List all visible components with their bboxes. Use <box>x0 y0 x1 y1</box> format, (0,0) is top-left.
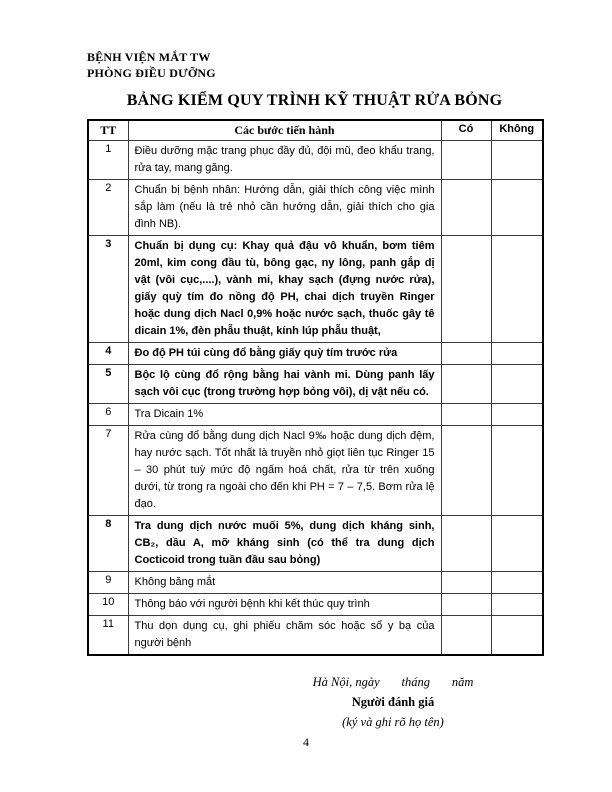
row-number: 10 <box>88 594 128 616</box>
signature-block <box>268 672 518 732</box>
step-text: Chuẩn bị bệnh nhân: Hướng dẫn, giải thích công việc mình sắp làm (nếu là trẻ nhỏ cần hướng dẫn, giải thích cho gia đình NB). <box>128 180 441 236</box>
page-content <box>87 49 542 732</box>
no-checkbox-cell[interactable] <box>491 404 543 426</box>
row-number: 4 <box>88 343 128 365</box>
row-number: 11 <box>88 616 128 656</box>
column-header-yes: Có <box>441 120 491 141</box>
yes-checkbox-cell[interactable] <box>441 594 491 616</box>
row-number: 3 <box>88 236 128 343</box>
no-checkbox-cell[interactable] <box>491 516 543 572</box>
table-row <box>88 141 543 180</box>
table-row <box>88 343 543 365</box>
table-header-row <box>88 120 543 141</box>
yes-checkbox-cell[interactable] <box>441 365 491 404</box>
table-row <box>88 236 543 343</box>
step-text: Thông báo với người bệnh khi kết thúc quy trình <box>128 594 441 616</box>
table-row <box>88 516 543 572</box>
row-number: 2 <box>88 180 128 236</box>
step-text: Rửa cùng đổ bằng dung dịch Nacl 9‰ hoặc dung dịch đệm, hay nước sạch. Tốt nhất là truyền nhỏ giọt liên tục Ringer 15 – 30 phút tuỳ mức độ ngấm hoá chất, rửa từ trên xuống dưới, từ trong ra ngoài cho đến khi PH = 7 – 7,5. Bơm rửa lệ đạo. <box>128 426 441 516</box>
page-number: 4 <box>303 735 309 749</box>
table-row <box>88 572 543 594</box>
table-row <box>88 180 543 236</box>
no-checkbox-cell[interactable] <box>491 365 543 404</box>
step-text: Không băng mắt <box>128 572 441 594</box>
table-row <box>88 365 543 404</box>
row-number: 8 <box>88 516 128 572</box>
no-checkbox-cell[interactable] <box>491 572 543 594</box>
row-number: 7 <box>88 426 128 516</box>
yes-checkbox-cell[interactable] <box>441 141 491 180</box>
sign-instruction: (ký và ghi rõ họ tên) <box>342 715 444 729</box>
table-row <box>88 404 543 426</box>
step-text: Đo độ PH túi cùng đổ bằng giấy quỳ tím trước rửa <box>128 343 441 365</box>
table-row <box>88 426 543 516</box>
no-checkbox-cell[interactable] <box>491 426 543 516</box>
row-number: 1 <box>88 141 128 180</box>
organization-header <box>87 49 542 81</box>
step-text: Tra dung dịch nước muối 5%, dung dịch kháng sinh, CB₂, dầu A, mỡ kháng sinh (có thể tra dung dịch Cocticoid trong tuần đầu sau bỏng) <box>128 516 441 572</box>
checklist-table <box>87 119 544 656</box>
step-text: Bộc lộ cùng đổ rộng bằng hai vành mi. Dùng panh lấy sạch vôi cục (trong trường hợp bỏng vôi), dị vật nếu có. <box>128 365 441 404</box>
column-header-no: Không <box>491 120 543 141</box>
yes-checkbox-cell[interactable] <box>441 236 491 343</box>
step-text: Thu dọn dụng cụ, ghi phiếu chăm sóc hoặc sổ y bạ của người bệnh <box>128 616 441 656</box>
yes-checkbox-cell[interactable] <box>441 426 491 516</box>
step-text: Tra Dicain 1% <box>128 404 441 426</box>
org-name: BỆNH VIỆN MẮT TW <box>87 50 211 64</box>
no-checkbox-cell[interactable] <box>491 343 543 365</box>
no-checkbox-cell[interactable] <box>491 616 543 656</box>
row-number: 9 <box>88 572 128 594</box>
table-row <box>88 594 543 616</box>
no-checkbox-cell[interactable] <box>491 236 543 343</box>
yes-checkbox-cell[interactable] <box>441 616 491 656</box>
yes-checkbox-cell[interactable] <box>441 404 491 426</box>
assessor-title: Người đánh giá <box>351 695 435 709</box>
yes-checkbox-cell[interactable] <box>441 343 491 365</box>
yes-checkbox-cell[interactable] <box>441 572 491 594</box>
yes-checkbox-cell[interactable] <box>441 516 491 572</box>
column-header-tt: TT <box>88 120 128 141</box>
yes-checkbox-cell[interactable] <box>441 180 491 236</box>
place-date-line: Hà Nội, ngày tháng năm <box>312 675 474 689</box>
row-number: 6 <box>88 404 128 426</box>
page-title: BẢNG KIỂM QUY TRÌNH KỸ THUẬT RỬA BỎNG <box>126 92 503 109</box>
no-checkbox-cell[interactable] <box>491 180 543 236</box>
step-text: Chuẩn bị dụng cụ: Khay quả đậu vô khuẩn, bơm tiêm 20ml, kim cong đầu tù, bông gạc, ny lông, panh gắp dị vật (vôi cục,....), vành mi, khay sạch (đựng nước rửa), giấy quỳ tím đo nồng độ PH, chai dịch truyền Ringer hoặc dung dịch Nacl 0,9% hoặc nước sạch, thuốc gây tê dicain 1%, đèn phẫu thuật, kính lúp phẫu thuật, <box>128 236 441 343</box>
step-text: Điều dưỡng mặc trang phục đầy đủ, đội mũ, đeo khẩu trang, rửa tay, mang găng. <box>128 141 441 180</box>
column-header-steps: Các bước tiến hành <box>128 120 441 141</box>
org-department: PHÒNG ĐIỀU DƯỠNG <box>87 66 216 80</box>
table-row <box>88 616 543 656</box>
row-number: 5 <box>88 365 128 404</box>
no-checkbox-cell[interactable] <box>491 141 543 180</box>
no-checkbox-cell[interactable] <box>491 594 543 616</box>
